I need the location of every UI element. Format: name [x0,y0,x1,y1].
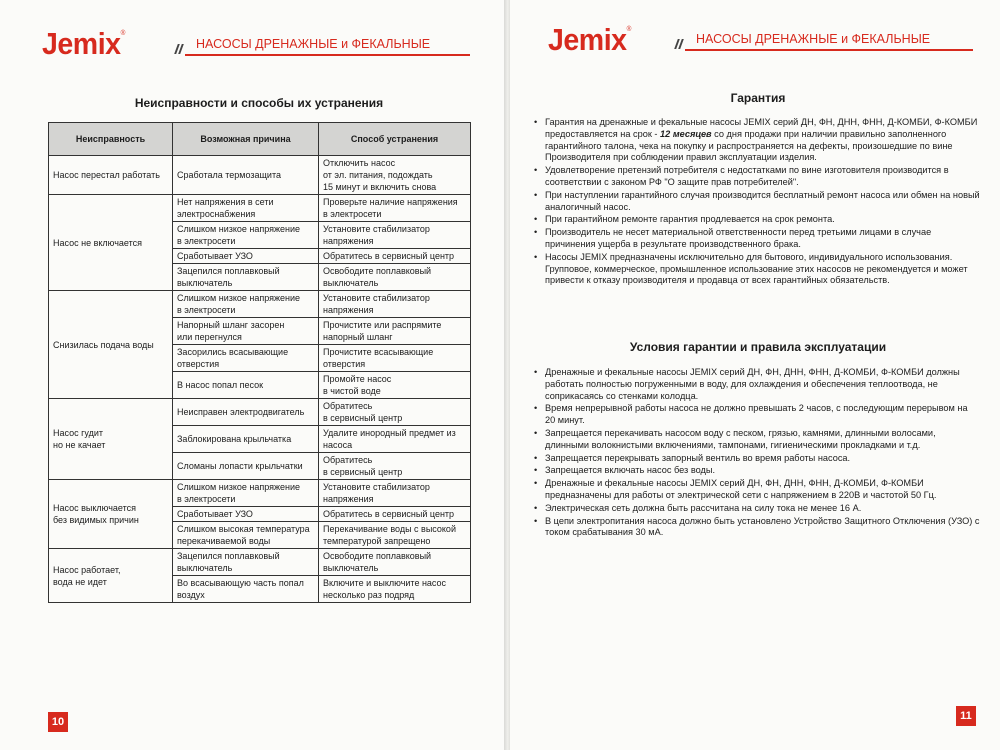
cause-cell: Во всасывающую часть попал воздух [173,576,319,603]
header-rule [185,54,470,56]
remedy-cell: Прочистите всасывающие отверстия [319,345,471,372]
cause-cell: Нет напряжения в сети электроснабжения [173,195,319,222]
fault-symptom-cell: Насос выключается без видимых причин [49,480,173,549]
remedy-cell: Обратитесь в сервисный центр [319,249,471,264]
cause-cell: Напорный шланг засорен или перегнулся [173,318,319,345]
cause-cell: Слишком высокая температура перекачиваемой воды [173,522,319,549]
warranty-text: Производитель не несет материальной ответственности перед третьими лицами в случае причинения ущерба в результате производственного брака. [545,227,932,249]
remedy-cell: Прочистите или распрямите напорный шланг [319,318,471,345]
condition-item: • Запрещается перекрывать запорный вентиль во время работы насоса. [532,453,980,465]
cause-cell: Слишком низкое напряжение в электросети [173,291,319,318]
warranty-list [532,117,980,288]
table-row [49,480,471,507]
page-number: 11 [956,706,976,726]
warranty-text: При наступлении гарантийного случая производится бесплатный ремонт насоса или обмен на новый аналогичный насос. [545,189,980,212]
cause-cell: Слишком низкое напряжение в электросети [173,222,319,249]
warranty-item [532,227,980,251]
remedy-cell: Обратитесь в сервисный центр [319,453,471,480]
condition-item: • Запрещается перекачивать насосом воду с песком, грязью, камнями, длинными волосами, длинными волокнистыми включениями, тампонами, гигиеническими прокладками и т.д. [532,428,980,452]
remedy-cell: Обратитесь в сервисный центр [319,399,471,426]
column-header: Способ устранения [319,123,471,156]
remedy-cell: Удалите инородный предмет из насоса [319,426,471,453]
remedy-cell: Освободите поплавковый выключатель [319,549,471,576]
remedy-cell: Освободите поплавковый выключатель [319,264,471,291]
condition-item: • В цепи электропитания насоса должно быть установлено Устройство Защитного Отключения (УЗО) с током срабатывания 30 мА. [532,516,980,540]
column-header: Неисправность [49,123,173,156]
remedy-cell: Промойте насос в чистой воде [319,372,471,399]
cause-cell: Сработывает УЗО [173,249,319,264]
cause-cell: Сработала термозащита [173,156,319,195]
warranty-item [532,252,980,287]
warranty-text: Насосы JEMIX предназначены исключительно для бытового, индивидуального использования. Групповое, коммерческое, промышленное использование этих насосов не рекомендуется и может привести к отказу производителя и продавца от всех гарантийных обязательств. [545,251,968,286]
cause-cell: Слишком низкое напряжение в электросети [173,480,319,507]
table-row [49,549,471,576]
cause-cell: В насос попал песок [173,372,319,399]
fault-symptom-cell: Снизилась подача воды [49,291,173,399]
fault-symptom-cell: Насос не включается [49,195,173,291]
condition-item: • Дренажные и фекальные насосы JEMIX серий ДН, ФН, ДНН, ФНН, Д-КОМБИ, Ф-КОМБИ должны работать полностью погруженными в воду, для охлаждения и обеспечения теплоотвода, не соприкасаясь со стенками колодца. [532,367,980,402]
table-row [49,291,471,318]
warranty-item [532,190,980,214]
warranty-term: 12 месяцев [660,128,712,139]
cause-cell: Сломаны лопасти крыльчатки [173,453,319,480]
condition-item: • Дренажные и фекальные насосы JEMIX серий ДН, ФН, ДНН, ФНН, Д-КОМБИ, Ф-КОМБИ предназначены для работы от электрической сети с напряжением в 220В и частотой 50 Гц. [532,478,980,502]
right-page [510,0,1000,750]
cause-cell: Засорились всасывающие отверстия [173,345,319,372]
warranty-item [532,165,980,189]
remedy-cell: Включите и выключите насос несколько раз подряд [319,576,471,603]
remedy-cell: Установите стабилизатор напряжения [319,222,471,249]
header-title: НАСОСЫ ДРЕНАЖНЫЕ и ФЕКАЛЬНЫЕ [696,32,931,46]
header-tick [678,39,683,49]
remedy-cell: Отключить насос от эл. питания, подождать 15 минут и включить снова [319,156,471,195]
condition-item: • Запрещается включать насос без воды. [532,465,980,477]
faults-table [48,122,471,603]
remedy-cell: Перекачивание воды с высокой температурой запрещено [319,522,471,549]
fault-symptom-cell: Насос гудит но не качает [49,399,173,480]
remedy-cell: Обратитесь в сервисный центр [319,507,471,522]
warranty-item [532,214,980,226]
fault-symptom-cell: Насос работает, вода не идет [49,549,173,603]
condition-item: • Электрическая сеть должна быть рассчитана на силу тока не менее 16 А. [532,503,980,515]
warranty-text: Гарантия на дренажные и фекальные насосы JEMIX серий ДН, ФН, ДНН, ФНН, Д-КОМБИ, Ф-КОМБИ предоставляется на срок - [545,117,978,139]
table-row [49,399,471,426]
cause-cell: Зацепился поплавковый выключатель [173,264,319,291]
condition-item: • Время непрерывной работы насоса не должно превышать 2 часов, с последующим перерывом на 20 минут. [532,403,980,427]
cause-cell: Зацепился поплавковый выключатель [173,549,319,576]
warranty-item [532,117,980,164]
cause-cell: Заблокирована крыльчатка [173,426,319,453]
header-title: НАСОСЫ ДРЕНАЖНЫЕ и ФЕКАЛЬНЫЕ [196,37,431,51]
brand-logo: Jemix® [42,26,125,61]
warranty-text: Удовлетворение претензий потребителя с недостатками по вине изготовителя производится в соответствии с законом РФ "О защите прав потребителей". [545,165,949,187]
remedy-cell: Установите стабилизатор напряжения [319,480,471,507]
section-title: Неисправности и способы их устранения [134,96,384,110]
table-header-row [49,123,471,156]
fault-symptom-cell: Насос перестал работать [49,156,173,195]
remedy-cell: Установите стабилизатор напряжения [319,291,471,318]
warranty-text: При гарантийном ремонте гарантия продлевается на срок ремонта. [545,214,835,225]
warranty-title: Гарантия [730,91,786,105]
page-number: 10 [48,712,68,732]
conditions-list [532,367,980,540]
conditions-title: Условия гарантии и правила эксплуатации [629,340,887,354]
remedy-cell: Проверьте наличие напряжения в электросети [319,195,471,222]
brand-logo: Jemix® [548,22,631,57]
column-header: Возможная причина [173,123,319,156]
table-row [49,195,471,222]
header-rule [685,49,973,51]
cause-cell: Сработывает УЗО [173,507,319,522]
cause-cell: Неисправен электродвигатель [173,399,319,426]
table-row [49,156,471,195]
header-tick [178,44,183,54]
warranty-text: со дня продажи при наличии правильно заполненного гарантийного талона, чека на покупку и распространяется на дефекты, произошедшие по вине Производителя при соблюдении правил эксплуатации изделия. [545,128,953,163]
